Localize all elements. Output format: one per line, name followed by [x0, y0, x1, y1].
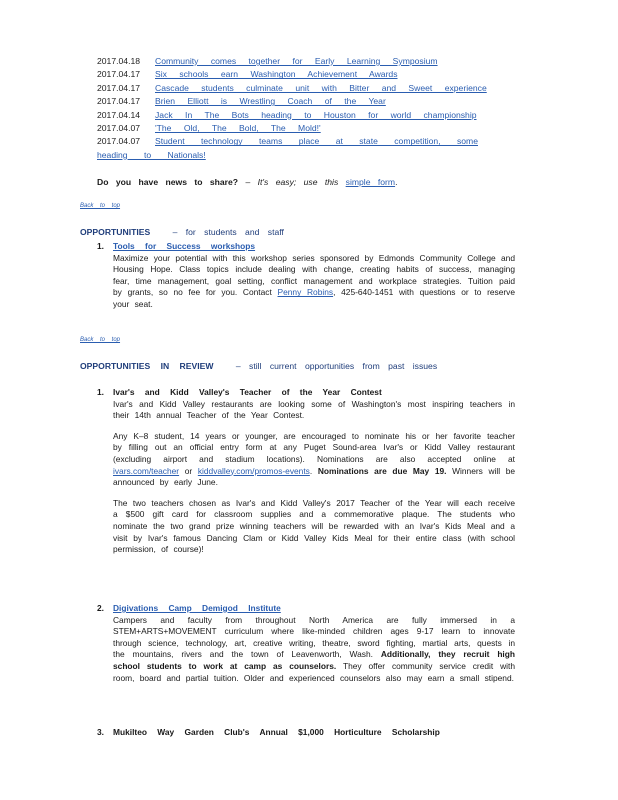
item-description: Maximize your potential with this workshop series sponsored by Edmonds Community College and Housing Hope. Class topics include dealing with change, creating habits of success, managing fear, time management, goal setting, conflict management and workplace strategies. Tuition paid by grants, so no fee for you. Contact [113, 252, 515, 298]
news-item [97, 135, 517, 162]
news-date: 2017.04.17 [97, 69, 141, 80]
section-subtitle: – for students and staff [172, 227, 284, 237]
item-text: They offer community service credit with room, board and partial tuition. Older and experienced counselors also may earn a small stipend. [113, 660, 516, 683]
review-heading [80, 361, 437, 371]
item-number: 1. [97, 387, 104, 397]
news-item [97, 122, 517, 135]
item-text: or [184, 465, 193, 476]
section-title: OPPORTUNITIES IN REVIEW [80, 361, 214, 371]
list-item [97, 727, 515, 739]
news-date: 2017.04.17 [97, 82, 141, 93]
list-item [97, 387, 515, 565]
section-title: OPPORTUNITIES [80, 227, 151, 237]
item-text: Winners will be announced by early June. [113, 465, 516, 488]
list-item [97, 603, 515, 684]
news-link[interactable]: Cascade students culminate unit with Bitter and Sweet experience [155, 82, 487, 93]
item-text: Campers and faculty from throughout North America are fully immersed in a STEM+ARTS+MOVEMENT curriculum where like-minded children ages 9-17 learn to innovate through science, technology, art, creative writing, theatre, sword fighting, martial arts, quests in the mountains, rivers and the town of Leavenworth, Wash. [113, 614, 515, 660]
tools-for-success-link[interactable]: Tools for Success workshops [113, 241, 256, 251]
due-date: Nominations are due May 19. [317, 465, 447, 476]
item-text: Any K–8 student, 14 years or younger, are encouraged to nominate his or her favorite teacher by filling out an official entry form at any Puget Sound-area Ivar's or Kidd Valley restaurant (excluding airport and stadium locations). Nominations are also accepted online at [113, 430, 515, 464]
news-date: 2017.04.07 [97, 136, 141, 147]
item-number: 3. [97, 727, 104, 737]
back-to-top-link[interactable]: Back to top [80, 337, 121, 343]
share-prompt [97, 177, 397, 187]
news-list [97, 55, 517, 162]
digivations-link[interactable]: Digivations Camp Demigod Institute [113, 603, 281, 613]
list-item [97, 241, 515, 311]
item-title: Ivar's and Kidd Valley's Teacher of the Year Contest [113, 387, 382, 397]
item-description-end: , 425-640-1451 with questions or to reserve your seat. [113, 287, 516, 309]
item-paragraph: Ivar's and Kidd Valley restaurants are looking some of Washington's most inspiring teachers in their 14th annual Teacher of the Year Contest. [113, 398, 515, 421]
news-item [97, 68, 517, 81]
news-link[interactable]: 'The Old, The Bold, The Mold!' [155, 123, 321, 134]
news-link[interactable]: Six schools earn Washington Achievement Awards [155, 69, 398, 80]
news-item [97, 95, 517, 108]
news-date: 2017.04.18 [97, 56, 141, 66]
kiddvalley-link[interactable]: kiddvalley.com/promos-events [197, 465, 310, 476]
item-title: Mukilteo Way Garden Club's Annual $1,000 Horticulture Scholarship [113, 727, 440, 737]
opportunities-heading [80, 227, 284, 237]
item-paragraph: The two teachers chosen as Ivar's and Kidd Valley's 2017 Teacher of the Year will each receive a $500 gift card for classroom supplies and a commemorative plaque. The students who nominate the two grand prize winning teachers will be rewarded with an Ivar's Kids Meal and a visit by Ivar's famous Dancing Clam or Kidd Valley Kids Meal for their entire class (with school permission, of course)! [113, 497, 515, 555]
news-link[interactable]: Community comes together for Early Learning Symposium [155, 56, 438, 66]
item-highlight: Additionally, they recruit high school students to work at camp as counselors. [113, 649, 515, 671]
share-question: Do you have news to share? [97, 177, 239, 187]
simple-form-link[interactable]: simple form [345, 177, 396, 187]
news-date: 2017.04.14 [97, 109, 141, 120]
item-body [113, 615, 515, 685]
item-body [113, 399, 515, 556]
news-link[interactable]: Student technology teams place at state competition, some heading to Nationals! [97, 136, 478, 160]
share-lead: It's easy; use this [257, 177, 339, 187]
news-item [97, 82, 517, 95]
item-body [113, 253, 515, 311]
item-paragraph [113, 431, 515, 489]
news-link[interactable]: Brien Elliott is Wrestling Coach of the Year [155, 96, 386, 107]
item-number: 2. [97, 603, 104, 613]
news-item [97, 55, 517, 68]
ivars-teacher-link[interactable]: ivars.com/teacher [113, 465, 180, 476]
news-item [97, 109, 517, 122]
section-subtitle: – still current opportunities from past issues [235, 361, 438, 371]
back-to-top-link[interactable]: Back to top [80, 203, 121, 209]
item-number: 1. [97, 241, 104, 251]
contact-link[interactable]: Penny Robins [277, 287, 334, 298]
share-dash: – [245, 177, 251, 187]
news-date: 2017.04.17 [97, 96, 141, 107]
share-end: . [395, 177, 398, 187]
news-link[interactable]: Jack In The Bots heading to Houston for world championship [155, 109, 477, 120]
item-text: . [309, 465, 313, 476]
news-date: 2017.04.07 [97, 123, 141, 134]
